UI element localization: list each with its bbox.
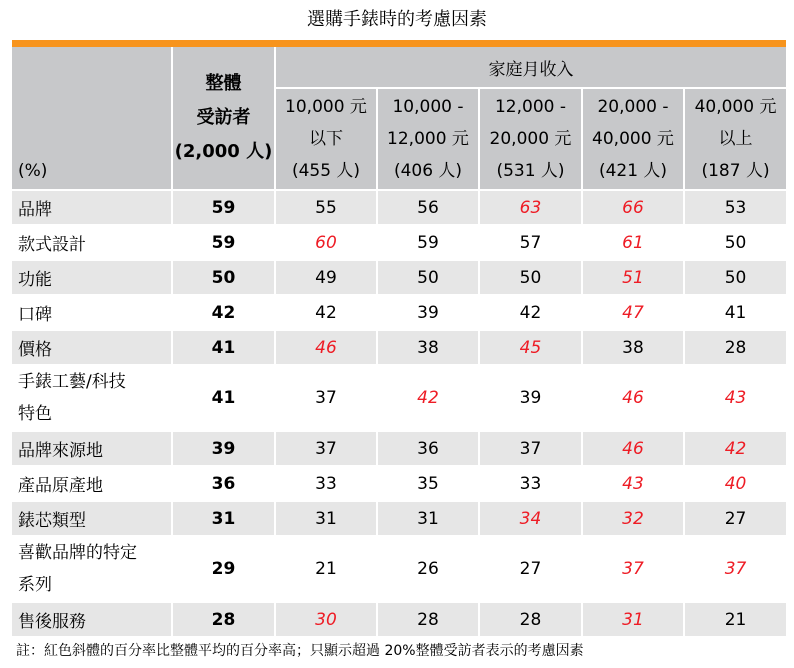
income-col-header <box>582 88 684 190</box>
row-label-line1: 手錶工藝/科技 <box>18 372 126 392</box>
table-row <box>12 330 786 365</box>
overall-value: 36 <box>172 466 275 501</box>
income-value: 47 <box>582 295 684 330</box>
income-value: 37 <box>684 536 786 602</box>
table-row <box>12 225 786 260</box>
row-label-line1: 功能 <box>18 270 52 290</box>
income-value: 34 <box>479 501 582 536</box>
row-label-line1: 品牌來源地 <box>18 441 103 461</box>
income-value: 43 <box>684 365 786 431</box>
survey-table <box>12 47 786 636</box>
income-group-header: 家庭月收入 <box>275 47 786 88</box>
row-label <box>12 536 172 602</box>
income-value: 37 <box>275 431 377 466</box>
row-label-line1: 品牌 <box>18 200 52 220</box>
table-row <box>12 260 786 295</box>
income-value: 31 <box>582 602 684 636</box>
income-value: 50 <box>479 260 582 295</box>
overall-value: 59 <box>172 190 275 225</box>
income-value: 50 <box>684 225 786 260</box>
overall-value: 50 <box>172 260 275 295</box>
overall-value: 41 <box>172 330 275 365</box>
income-col-line1: 10,000 元 <box>285 97 367 117</box>
income-value: 21 <box>275 536 377 602</box>
income-value: 46 <box>582 365 684 431</box>
accent-bar <box>12 40 786 47</box>
income-value: 39 <box>479 365 582 431</box>
income-col-line3: (455 人) <box>291 161 361 181</box>
income-value: 50 <box>377 260 479 295</box>
income-value: 63 <box>479 190 582 225</box>
row-label <box>12 431 172 466</box>
income-value: 66 <box>582 190 684 225</box>
income-value: 55 <box>275 190 377 225</box>
income-value: 50 <box>684 260 786 295</box>
row-label-line1: 產品原產地 <box>18 476 103 496</box>
income-col-line1: 10,000 - <box>392 97 464 117</box>
income-value: 39 <box>377 295 479 330</box>
row-label <box>12 260 172 295</box>
table-row <box>12 295 786 330</box>
income-col-line3: (421 人) <box>598 161 668 181</box>
income-value: 31 <box>275 501 377 536</box>
income-value: 21 <box>684 602 786 636</box>
overall-line3: (2,000 人) <box>174 141 273 162</box>
overall-value: 59 <box>172 225 275 260</box>
overall-line1: 整體 <box>205 73 242 94</box>
income-value: 28 <box>479 602 582 636</box>
overall-line2: 受訪者 <box>196 107 251 128</box>
income-col-line2: 以下 <box>309 129 343 149</box>
income-value: 46 <box>582 431 684 466</box>
footnote: 註：紅色斜體的百分率比整體平均的百分率高；只顯示超過 20%整體受訪者表示的考慮因素 <box>16 643 584 659</box>
income-col-line2: 12,000 元 <box>387 129 469 149</box>
income-value: 42 <box>377 365 479 431</box>
table-row <box>12 602 786 636</box>
income-value: 28 <box>377 602 479 636</box>
income-col-line1: 20,000 - <box>597 97 669 117</box>
table-row <box>12 431 786 466</box>
income-value: 43 <box>582 466 684 501</box>
income-value: 38 <box>377 330 479 365</box>
income-value: 59 <box>377 225 479 260</box>
income-value: 60 <box>275 225 377 260</box>
row-label-line1: 喜歡品牌的特定 <box>18 543 137 563</box>
income-col-line2: 40,000 元 <box>592 129 674 149</box>
income-value: 30 <box>275 602 377 636</box>
income-col-line3: (187 人) <box>701 161 770 181</box>
income-value: 37 <box>582 536 684 602</box>
row-label-line1: 售後服務 <box>18 612 86 632</box>
overall-value: 39 <box>172 431 275 466</box>
income-value: 61 <box>582 225 684 260</box>
income-value: 41 <box>684 295 786 330</box>
table-row <box>12 466 786 501</box>
income-value: 51 <box>582 260 684 295</box>
income-value: 26 <box>377 536 479 602</box>
row-label-line1: 價格 <box>18 340 52 360</box>
income-value: 46 <box>275 330 377 365</box>
income-value: 57 <box>479 225 582 260</box>
overall-value: 42 <box>172 295 275 330</box>
overall-header <box>172 47 275 190</box>
income-value: 42 <box>479 295 582 330</box>
overall-value: 28 <box>172 602 275 636</box>
income-col-line3: (406 人) <box>393 161 463 181</box>
row-label <box>12 365 172 431</box>
income-col-header <box>479 88 582 190</box>
income-col-line3: (531 人) <box>496 161 565 181</box>
overall-value: 31 <box>172 501 275 536</box>
row-label <box>12 501 172 536</box>
income-value: 53 <box>684 190 786 225</box>
income-value: 56 <box>377 190 479 225</box>
income-value: 45 <box>479 330 582 365</box>
income-value: 49 <box>275 260 377 295</box>
table-row <box>12 190 786 225</box>
income-value: 40 <box>684 466 786 501</box>
row-label <box>12 602 172 636</box>
income-value: 42 <box>684 431 786 466</box>
row-label-line1: 口碑 <box>18 305 52 325</box>
table-row <box>12 501 786 536</box>
row-label <box>12 330 172 365</box>
row-label-line2: 特色 <box>18 404 52 424</box>
pct-label: (%) <box>12 47 172 190</box>
income-value: 31 <box>377 501 479 536</box>
income-value: 32 <box>582 501 684 536</box>
overall-value: 41 <box>172 365 275 431</box>
overall-value: 29 <box>172 536 275 602</box>
row-label <box>12 295 172 330</box>
income-col-line2: 以上 <box>718 129 753 149</box>
income-value: 38 <box>582 330 684 365</box>
row-label-line1: 錶芯類型 <box>18 511 86 531</box>
row-label <box>12 466 172 501</box>
income-value: 33 <box>479 466 582 501</box>
page-title: 選購手錶時的考慮因素 <box>307 9 487 30</box>
income-col-line2: 20,000 元 <box>489 129 572 149</box>
table-row <box>12 365 786 431</box>
income-col-header <box>377 88 479 190</box>
row-label <box>12 225 172 260</box>
row-label <box>12 190 172 225</box>
income-col-line1: 12,000 - <box>494 97 567 117</box>
income-value: 37 <box>479 431 582 466</box>
income-value: 33 <box>275 466 377 501</box>
income-col-header <box>275 88 377 190</box>
income-col-header <box>684 88 786 190</box>
income-value: 27 <box>479 536 582 602</box>
income-value: 28 <box>684 330 786 365</box>
income-value: 35 <box>377 466 479 501</box>
table-row <box>12 536 786 602</box>
income-value: 36 <box>377 431 479 466</box>
income-value: 27 <box>684 501 786 536</box>
row-label-line2: 系列 <box>18 575 52 595</box>
income-value: 42 <box>275 295 377 330</box>
row-label-line1: 款式設計 <box>18 235 86 255</box>
income-value: 37 <box>275 365 377 431</box>
income-col-line1: 40,000 元 <box>694 97 777 117</box>
